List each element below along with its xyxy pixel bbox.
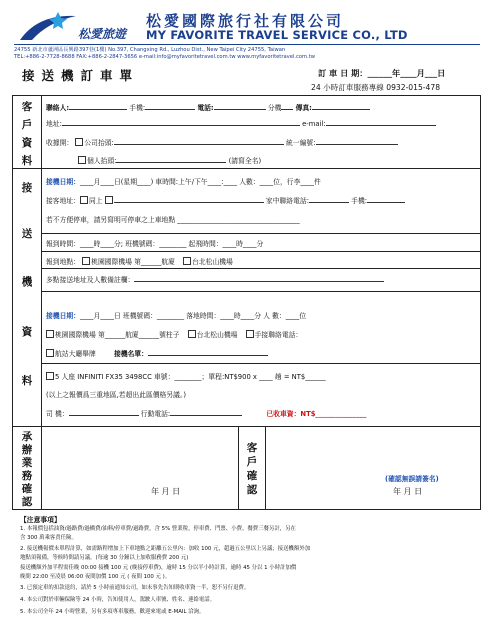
- header-divider: [14, 44, 480, 45]
- row-divider: [41, 268, 480, 269]
- section-divider-customer: [13, 168, 480, 169]
- sign-board-row: [46, 348, 268, 358]
- home-phone-field[interactable]: [309, 195, 349, 203]
- other-address-checkbox[interactable]: [105, 196, 113, 204]
- same-address-label: 同上: [88, 197, 103, 205]
- row-divider: [41, 363, 480, 364]
- customer-confirm-char: 確: [246, 470, 258, 482]
- hotline-number: 24 小時訂車服務專線 0932-015-478: [311, 83, 441, 92]
- address-label: 地址:: [46, 120, 62, 128]
- checkin-location-row: [46, 256, 233, 266]
- customer-contact-row: [46, 102, 370, 112]
- agent-confirm-char: 務: [21, 470, 33, 482]
- note-item: 地點須報備，等候時間請另議。(每逾 30 分鐘以上加收服務費 200 元): [20, 555, 189, 561]
- label-column-divider: [41, 96, 42, 426]
- tax-id-field[interactable]: [316, 137, 398, 145]
- taoyuan-arrival-label: 桃園國際機場 第______航廈______號柱子: [55, 331, 180, 339]
- agent-confirm-char: 確: [21, 483, 33, 495]
- agent-confirm-char: 業: [21, 457, 33, 469]
- price-note: (以上之報價爲三重地區,若超出此區價格另議。): [46, 391, 187, 399]
- pickup-name-field[interactable]: [148, 348, 268, 356]
- section-label-char: 資: [21, 326, 33, 338]
- logo-text: 松愛旅遊: [78, 27, 127, 41]
- note-item: 晚間 22:00 至凌晨 06:00 夜間加價 100 元 ( 夜間 100 元 )。: [20, 574, 171, 580]
- driver-phone-label: 行動電話:: [140, 410, 171, 418]
- customer-confirm-char: 客: [246, 442, 258, 454]
- vehicle-price-fields[interactable]: 5 人座 INFINITI FX35 3498CC 車號：________；單程:NT$900 x ____ 趟 = NT$______: [55, 373, 326, 381]
- mobile-label: 手機:: [129, 104, 146, 112]
- agent-sign-date[interactable]: 年 月 日: [151, 487, 181, 496]
- personal-title-field[interactable]: [116, 155, 226, 163]
- songshan-airport-checkbox[interactable]: [183, 257, 191, 265]
- parking-note-row[interactable]: 若不方便停車，請另寫明可停車之上車地點 ____________________________________: [46, 216, 300, 224]
- signoff-divider: [265, 426, 266, 510]
- dropoff-date-fields[interactable]: ____月____日(星期____) 車時間:上午/下午____:____ 人數：____位，行李____件: [79, 178, 321, 186]
- email-field[interactable]: [326, 118, 436, 126]
- multi-stop-note-row: [46, 274, 384, 284]
- taoyuan-airport-label: 桃園國際機場 第______航廈: [91, 258, 175, 266]
- extension-field[interactable]: [281, 102, 293, 110]
- customer-confirm-char: 認: [246, 484, 258, 496]
- note-item: 1. 本報價包括油資/過路費/過橋費/油料/停車費/過路費，含 5% 營業稅，停車費、門票、小費、餐費三餐另計，另在: [20, 526, 296, 532]
- fax-label: 傳真:: [295, 104, 312, 112]
- section-label-char: 戶: [21, 119, 33, 131]
- note-item: 4. 本公司對於車輛保險等 24 小時，告知使用人，駕駛人車號、姓名、連絡電話。: [20, 597, 216, 603]
- note-item: 3. 已預定車的扣款退約，請於 5 小時前通知公司，如未事先告知則收車資一半，恕不另行退費。: [20, 585, 250, 591]
- email-label: e-mail:: [302, 120, 326, 128]
- section-label-char: 料: [21, 375, 33, 387]
- mobile-field[interactable]: [367, 195, 405, 203]
- contact-phone-checkbox[interactable]: [246, 330, 254, 338]
- customer-confirm-char: 戶: [246, 456, 258, 468]
- notes-title: 【注意事項】: [20, 516, 61, 524]
- checkin-location-label: 報到地點：: [46, 258, 80, 266]
- company-receipt-checkbox[interactable]: [75, 138, 83, 146]
- section-label-char: 機: [21, 276, 33, 288]
- section-label-char: 送: [21, 228, 33, 240]
- customer-sign-date[interactable]: 年 月 日: [393, 487, 423, 496]
- multi-stop-note-label: 多點接送地址及人數備註欄：: [46, 276, 135, 284]
- section-label-char: 客: [21, 101, 33, 113]
- agent-confirm-char: 辦: [21, 444, 33, 456]
- section-label-char: 接: [21, 182, 33, 194]
- section-label-char: 資: [21, 137, 33, 149]
- personal-title-label: 個人抬頭:: [87, 157, 117, 165]
- sign-board-label: 航站大廳舉牌: [55, 350, 96, 358]
- note-item: 2. 接送機報價未單程計算，如需路程增加上下車地點之距離五公里內：加收 100 元，超過五公里以上另議；接送機額外加: [20, 546, 311, 552]
- phone-field[interactable]: [214, 102, 266, 110]
- taoyuan-arrival-checkbox[interactable]: [46, 330, 54, 338]
- pickup-address-label: 接客地址：: [46, 197, 80, 205]
- note-item: 5. 本公司全年 24 小時營業，另有多項專車服務，歡迎來電或 E-MAIL 洽詢。: [20, 609, 205, 615]
- dropoff-date-row: [46, 176, 321, 186]
- arrival-location-row: [46, 329, 302, 339]
- company-name-chinese: 松愛國際旅行社有限公司: [146, 12, 345, 30]
- company-title-label: 公司抬頭:: [84, 139, 114, 147]
- pickup-address-row: [46, 195, 405, 205]
- agent-confirm-char: 承: [21, 431, 33, 443]
- order-date-field[interactable]: 訂 車 日 期：______年____月___日: [318, 68, 446, 78]
- form-title: 接送機訂車單: [22, 68, 140, 83]
- section-label-char: 料: [21, 155, 33, 167]
- receipt-personal-row: [78, 155, 261, 165]
- company-name-english: MY FAVORITE TRAVEL SERVICE CO., LTD: [146, 28, 408, 42]
- note-item: 接送機額外加半程需佳晚 00:00 接機 100 元 (晚接停車費)，逾時 15 分以半小時計算，逾時 45 分以 1 小時計加價: [20, 565, 297, 571]
- extension-label: 分機: [267, 104, 282, 112]
- section-divider-signoff: [13, 426, 480, 427]
- arrival-date-fields[interactable]: ____月____日 班機號碼：________ 落地時間：____時____分 人 數：____位: [79, 312, 307, 320]
- signoff-divider: [41, 426, 42, 510]
- arrival-date-row: [46, 310, 306, 320]
- mobile-label: 手機:: [351, 197, 368, 205]
- vehicle-row: [46, 371, 326, 381]
- agent-confirm-char: 認: [21, 496, 33, 508]
- customer-address-row: [46, 118, 436, 128]
- mobile-field[interactable]: [145, 102, 195, 110]
- multi-stop-note-field[interactable]: [134, 274, 384, 282]
- contact-phone-label: 手接聯絡電話：: [254, 331, 303, 339]
- company-contact: TEL:+886-2-7728-8688 FAX:+886-2-2847-3656 e-mail:info@myfavoritetravel.com.tw www.myfavoritetravel.com.tw: [14, 54, 316, 60]
- phone-label: 電話:: [197, 104, 214, 112]
- driver-label: 司 機：: [46, 410, 69, 418]
- company-logo-mark: [18, 10, 78, 44]
- pickup-name-label: 接機名單：: [113, 350, 148, 358]
- songshan-arrival-checkbox[interactable]: [188, 330, 196, 338]
- driver-field[interactable]: [69, 408, 139, 416]
- customer-sign-hint: (確認無誤請簽名): [385, 475, 439, 483]
- home-phone-label: 家中聯絡電話:: [265, 197, 309, 205]
- company-address: 24755 新北市蘆洲區長興路397巷(1樓) No.397, Changxing Rd., Luzhou Dist., New Taipei City 24755, Taiwan: [14, 47, 286, 53]
- full-name-hint: (請寫全名): [228, 157, 262, 165]
- row-divider: [41, 251, 480, 252]
- vehicle-checkbox[interactable]: [46, 372, 54, 380]
- company-title-field[interactable]: [114, 137, 284, 145]
- fax-field[interactable]: [312, 102, 370, 110]
- contact-name-label: 聯絡人:: [46, 104, 70, 112]
- row-divider: [41, 233, 480, 234]
- fee-received-field[interactable]: 已收車資：NT$_______________: [266, 410, 367, 418]
- note-item: 含 300 萬乘客責任險。: [20, 535, 77, 541]
- personal-receipt-checkbox[interactable]: [78, 156, 86, 164]
- same-address-checkbox[interactable]: [80, 196, 88, 204]
- order-form-table: [12, 95, 481, 510]
- taoyuan-airport-checkbox[interactable]: [82, 257, 90, 265]
- driver-row: [46, 408, 366, 418]
- tax-id-label: 統一編號:: [286, 139, 316, 147]
- songshan-arrival-label: 台北松山機場: [196, 331, 238, 339]
- sign-board-checkbox[interactable]: [46, 349, 54, 357]
- row-divider: [41, 291, 480, 292]
- receipt-company-row: [46, 137, 398, 147]
- arrival-date-label: 接機日期：: [46, 312, 80, 320]
- pickup-address-field[interactable]: [114, 195, 264, 203]
- driver-phone-field[interactable]: [170, 408, 242, 416]
- dropoff-date-label: 接機日期：: [46, 178, 80, 186]
- checkin-time-row[interactable]: 報到時間：____時____分; 班機號碼：________ 起飛時間：____時____分: [46, 240, 264, 248]
- contact-name-field[interactable]: [69, 102, 127, 110]
- songshan-airport-label: 台北松山機場: [192, 258, 233, 266]
- address-field[interactable]: [62, 118, 300, 126]
- receipt-label: 收據開：: [46, 139, 74, 147]
